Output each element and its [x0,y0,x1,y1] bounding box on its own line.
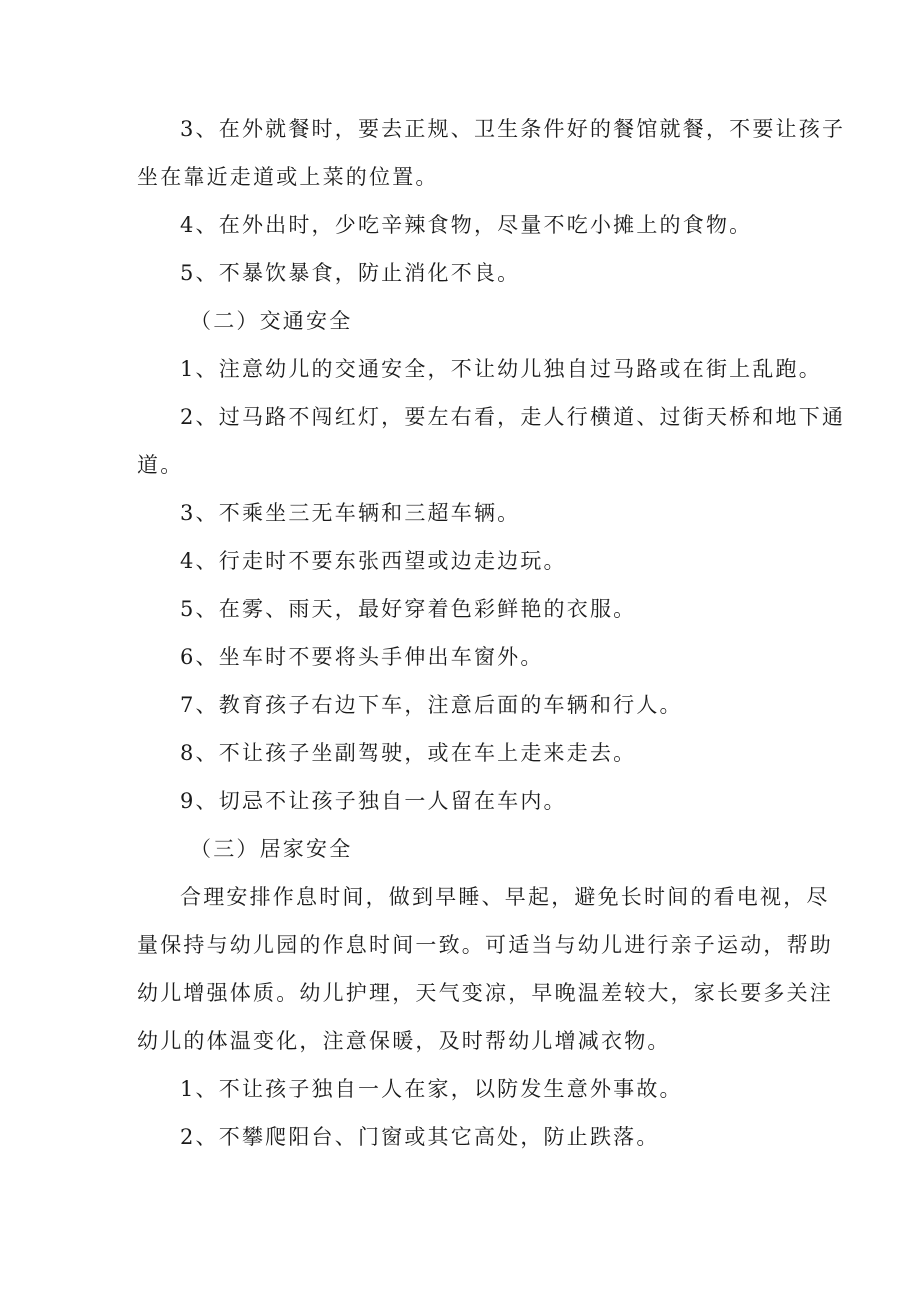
text-line: 2、过马路不闯红灯，要左右看，走人行横道、过街天桥和地下通 [180,405,846,429]
text-line: 3、不乘坐三无车辆和三超车辆。 [180,501,521,525]
text-line: 8、不让孩子坐副驾驶，或在车上走来走去。 [180,741,637,765]
text-line: 5、不暴饮暴食，防止消化不良。 [180,261,521,285]
text-line: 道。 [137,453,184,477]
text-line: 6、坐车时不要将头手伸出车窗外。 [180,645,544,669]
text-line: 7、教育孩子右边下车，注意后面的车辆和行人。 [180,693,683,717]
text-line: 9、切忌不让孩子独自一人留在车内。 [180,789,567,813]
text-line: 幼儿的体温变化，注意保暖，及时帮幼儿增减衣物。 [137,1029,671,1053]
text-line: 3、在外就餐时，要去正规、卫生条件好的餐馆就餐，不要让孩子 [180,117,846,141]
section-heading: （三）居家安全 [190,837,353,861]
text-line: 量保持与幼儿园的作息时间一致。可适当与幼儿进行亲子运动，帮助 [137,933,833,957]
text-line: 5、在雾、雨天，最好穿着色彩鲜艳的衣服。 [180,597,637,621]
text-line: 1、不让孩子独自一人在家，以防发生意外事故。 [180,1077,683,1101]
text-line: 幼儿增强体质。幼儿护理，天气变凉，早晚温差较大，家长要多关注 [137,981,833,1005]
text-line: 1、注意幼儿的交通安全，不让幼儿独自过马路或在街上乱跑。 [180,357,822,381]
section-heading: （二）交通安全 [190,309,353,333]
text-line: 2、不攀爬阳台、门窗或其它高处，防止跌落。 [180,1125,660,1149]
text-line: 4、在外出时，少吃辛辣食物，尽量不吃小摊上的食物。 [180,213,753,237]
text-line: 合理安排作息时间，做到早睡、早起，避免长时间的看电视，尽 [180,885,830,909]
text-line: 4、行走时不要东张西望或边走边玩。 [180,549,567,573]
text-line: 坐在靠近走道或上菜的位置。 [137,165,439,189]
document-body [137,105,846,1161]
